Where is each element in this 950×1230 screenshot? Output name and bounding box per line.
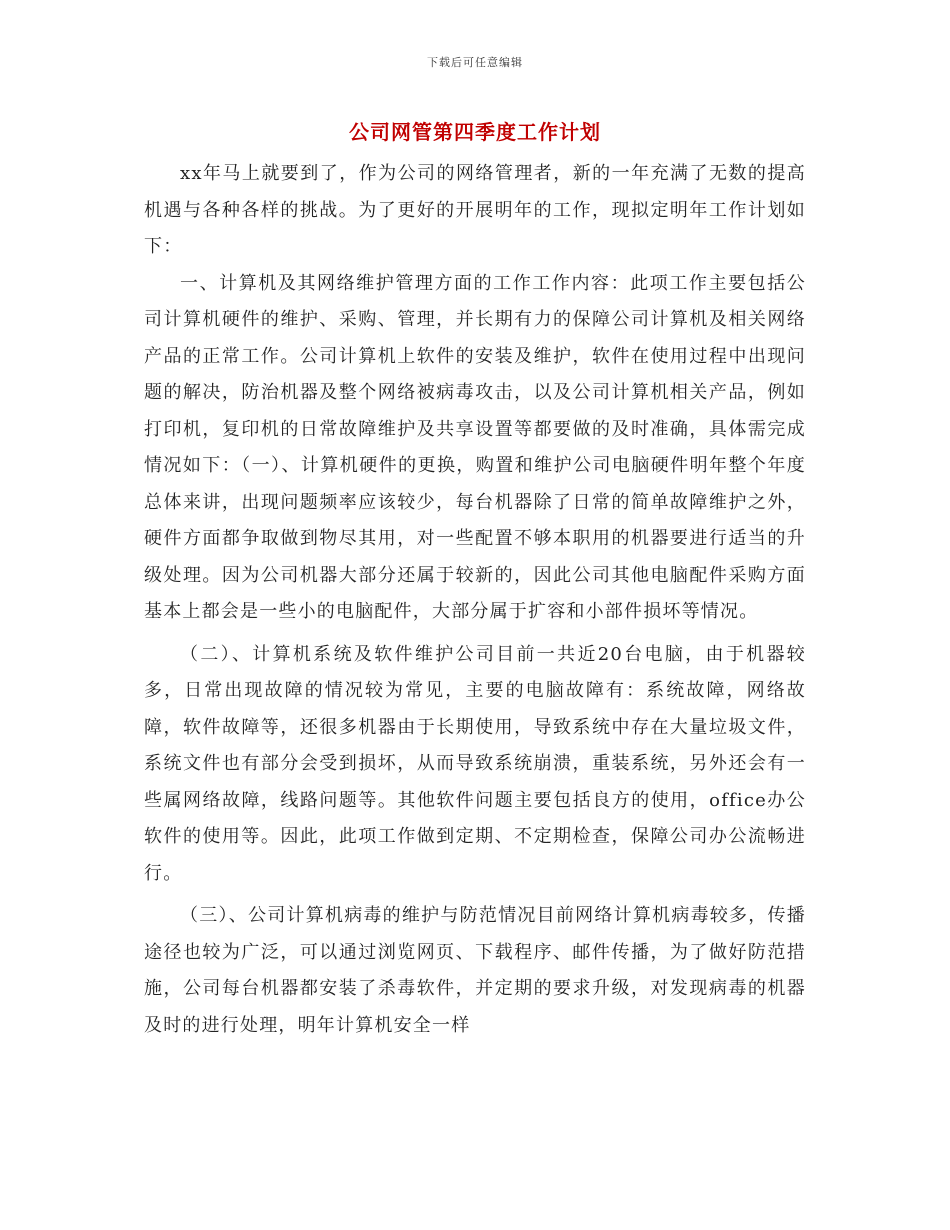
paragraph-section-2: （二）、计算机系统及软件维护公司目前一共近20台电脑，由于机器较多，日常出现故障的情况较为常见，主要的电脑故障有：系统故障，网络故障，软件故障等，还很多机器由于长期使用，导致系统中存在大量垃圾文件，系统文件也有部分会受到损坏，从而导致系统崩溃，重装系统，另外还会有一些属网络故障，线路问题等。其他软件问题主要包括良方的使用，office办公软件的使用等。因此，此项工作做到定期、不定期检查，保障公司办公流畅进行。 <box>144 643 806 884</box>
document-title: 公司网管第四季度工作计划 <box>349 120 601 144</box>
paragraph-intro: xx年马上就要到了，作为公司的网络管理者，新的一年充满了无数的提高机遇与各种各样的挑战。为了更好的开展明年的工作，现拟定明年工作计划如下： <box>144 163 806 257</box>
page-header-note: 下载后可任意编辑 <box>427 56 523 69</box>
paragraph-section-3: （三）、公司计算机病毒的维护与防范情况目前网络计算机病毒较多，传播途径也较为广泛，可以通过浏览网页、下载程序、邮件传播，为了做好防范措施，公司每台机器都安装了杀毒软件，并定期的要求升级，对发现病毒的机器及时的进行处理，明年计算机安全一样 <box>144 905 806 1036</box>
paragraph-section-1: 一、计算机及其网络维护管理方面的工作工作内容：此项工作主要包括公司计算机硬件的维护、采购、管理，并长期有力的保障公司计算机及相关网络产品的正常工作。公司计算机上软件的安装及维护，软件在使用过程中出现问题的解决，防治机器及整个网络被病毒攻击，以及公司计算机相关产品，例如打印机，复印机的日常故障维护及共享设置等都要做的及时准确，具体需完成情况如下：（一）、计算机硬件的更换，购置和维护公司电脑硬件明年整个年度总体来讲，出现问题频率应该较少，每台机器除了日常的简单故障维护之外，硬件方面都争取做到物尽其用，对一些配置不够本职用的机器要进行适当的升级处理。因为公司机器大部分还属于较新的，因此公司其他电脑配件采购方面基本上都会是一些小的电脑配件，大部分属于扩容和小部件损坏等情况。 <box>144 272 806 622</box>
document-body <box>144 156 806 1044</box>
